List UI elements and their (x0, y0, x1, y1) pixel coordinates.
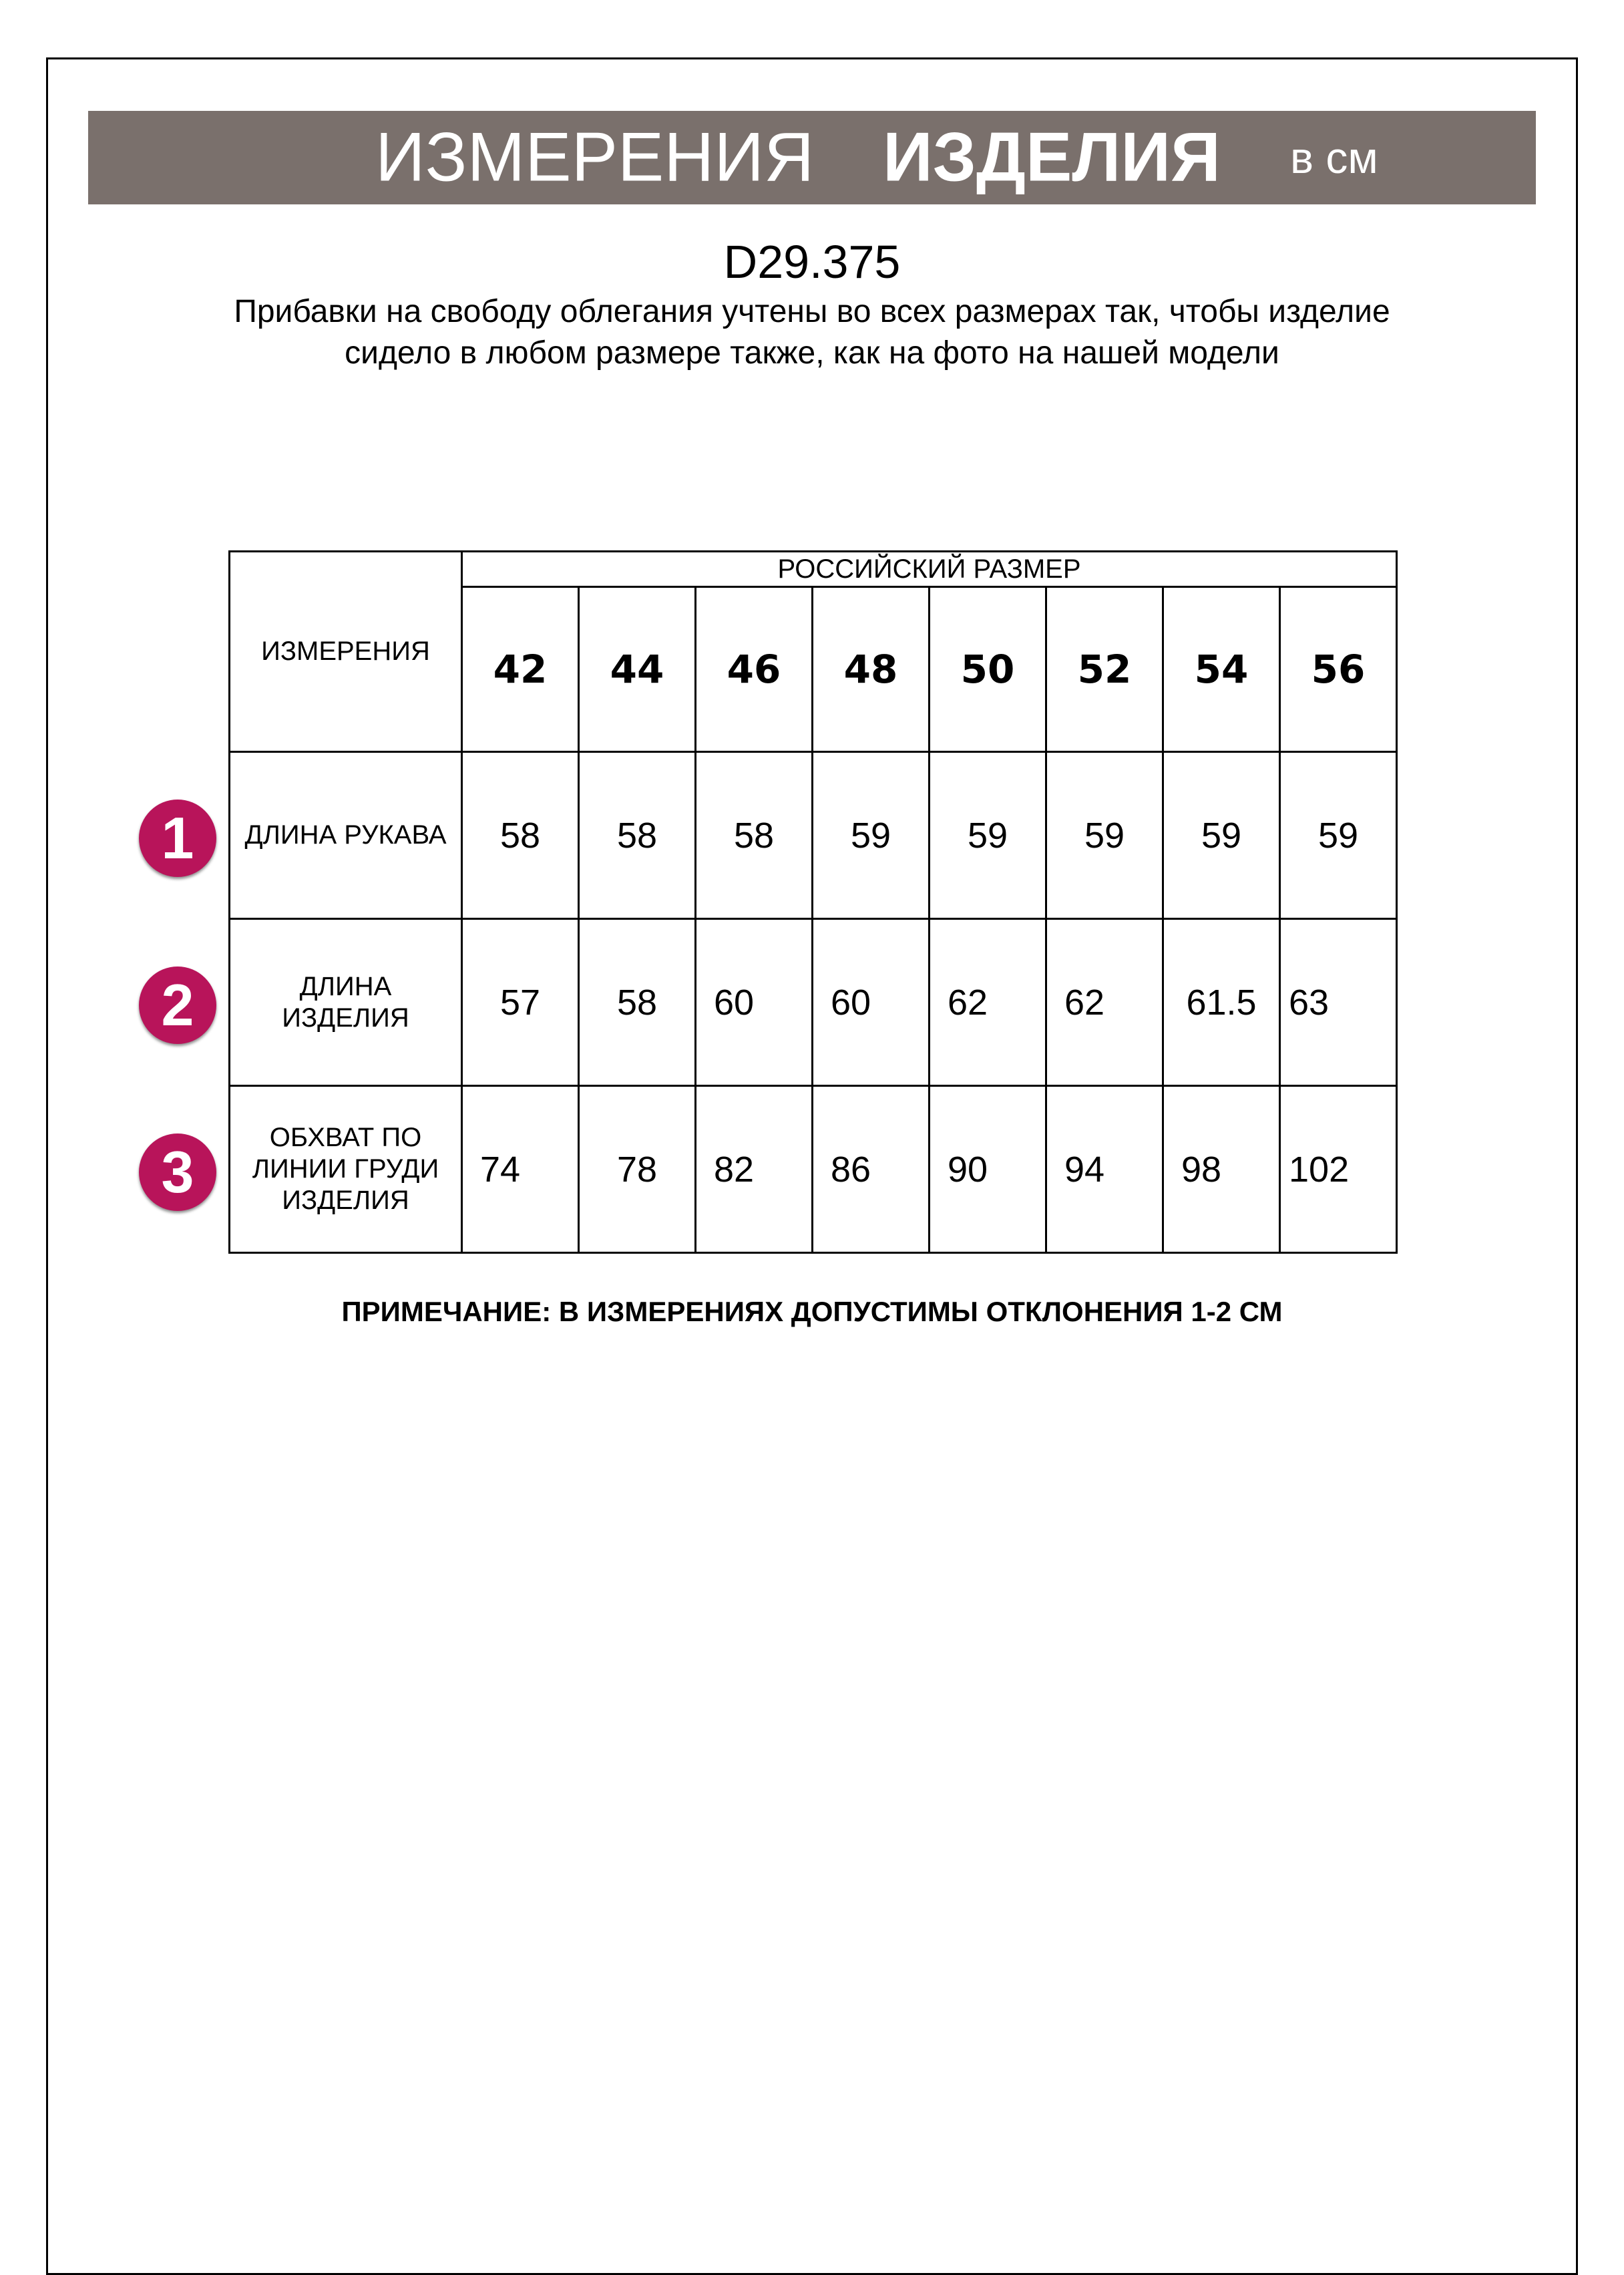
size-header: 44 (579, 587, 696, 752)
row-label-line: ДЛИНА (299, 971, 392, 1001)
table-cell: 62 (1046, 919, 1163, 1086)
table-cell: 61.5 (1163, 919, 1280, 1086)
table-cell: 58 (696, 752, 813, 919)
table-header-row (230, 552, 1397, 587)
size-header: 56 (1280, 587, 1397, 752)
table-cell: 59 (930, 752, 1046, 919)
table-row (230, 919, 1397, 1086)
table-row (230, 1086, 1397, 1253)
row-label-line: ИЗДЕЛИЯ (282, 1186, 409, 1215)
product-code: D29.375 (723, 236, 901, 288)
table-cell: 60 (696, 919, 813, 1086)
table-cell: 62 (930, 919, 1046, 1086)
table-cell: 58 (462, 752, 579, 919)
row-label (230, 1086, 462, 1253)
table-cell: 60 (813, 919, 930, 1086)
table-cell: 57 (462, 919, 579, 1086)
size-header: 48 (813, 587, 930, 752)
table-cell: 82 (696, 1086, 813, 1253)
size-header: 54 (1163, 587, 1280, 752)
corner-label: ИЗМЕРЕНИЯ (230, 552, 462, 752)
row-label (230, 919, 462, 1086)
table-cell: 90 (930, 1086, 1046, 1253)
table-cell: 59 (1163, 752, 1280, 919)
row-label (230, 752, 462, 919)
table-cell: 74 (462, 1086, 579, 1253)
row-number-badge: 1 (139, 800, 216, 877)
table-row (230, 752, 1397, 919)
table-cell: 58 (579, 752, 696, 919)
table-cell: 63 (1280, 919, 1397, 1086)
banner-unit: в см (1290, 133, 1378, 182)
group-header: РОССИЙСКИЙ РАЗМЕР (462, 552, 1397, 587)
banner-word-measurements: ИЗМЕРЕНИЯ (375, 118, 815, 196)
table-cell: 98 (1163, 1086, 1280, 1253)
table-cell: 59 (1280, 752, 1397, 919)
size-header: 42 (462, 587, 579, 752)
table-cell: 102 (1280, 1086, 1397, 1253)
banner-word-product: ИЗДЕЛИЯ (883, 118, 1221, 196)
row-label-line: ЛИНИИ ГРУДИ (252, 1154, 439, 1184)
table-cell: 78 (579, 1086, 696, 1253)
row-number-badge: 3 (139, 1133, 216, 1211)
size-header: 46 (696, 587, 813, 752)
row-label-line: ИЗДЕЛИЯ (282, 1003, 409, 1033)
title-banner (88, 111, 1536, 204)
size-header: 52 (1046, 587, 1163, 752)
row-label-line: ДЛИНА РУКАВА (244, 820, 447, 850)
row-label-line: ОБХВАТ ПО (269, 1123, 422, 1152)
note-text: ПРИМЕЧАНИЕ: В ИЗМЕРЕНИЯХ ДОПУСТИМЫ ОТКЛОНЕНИЯ 1-2 СМ (341, 1296, 1283, 1327)
row-number-badge: 2 (139, 967, 216, 1044)
table-cell: 86 (813, 1086, 930, 1253)
table-cell: 94 (1046, 1086, 1163, 1253)
table-cell: 59 (1046, 752, 1163, 919)
table-cell: 58 (579, 919, 696, 1086)
intro-text: Прибавки на свободу облегания учтены во всех размерах так, чтобы изделие сидело в любом размере также, как на фото на нашей модели (234, 294, 1390, 371)
size-table (228, 550, 1398, 1254)
size-header: 50 (930, 587, 1046, 752)
table-cell: 59 (813, 752, 930, 919)
